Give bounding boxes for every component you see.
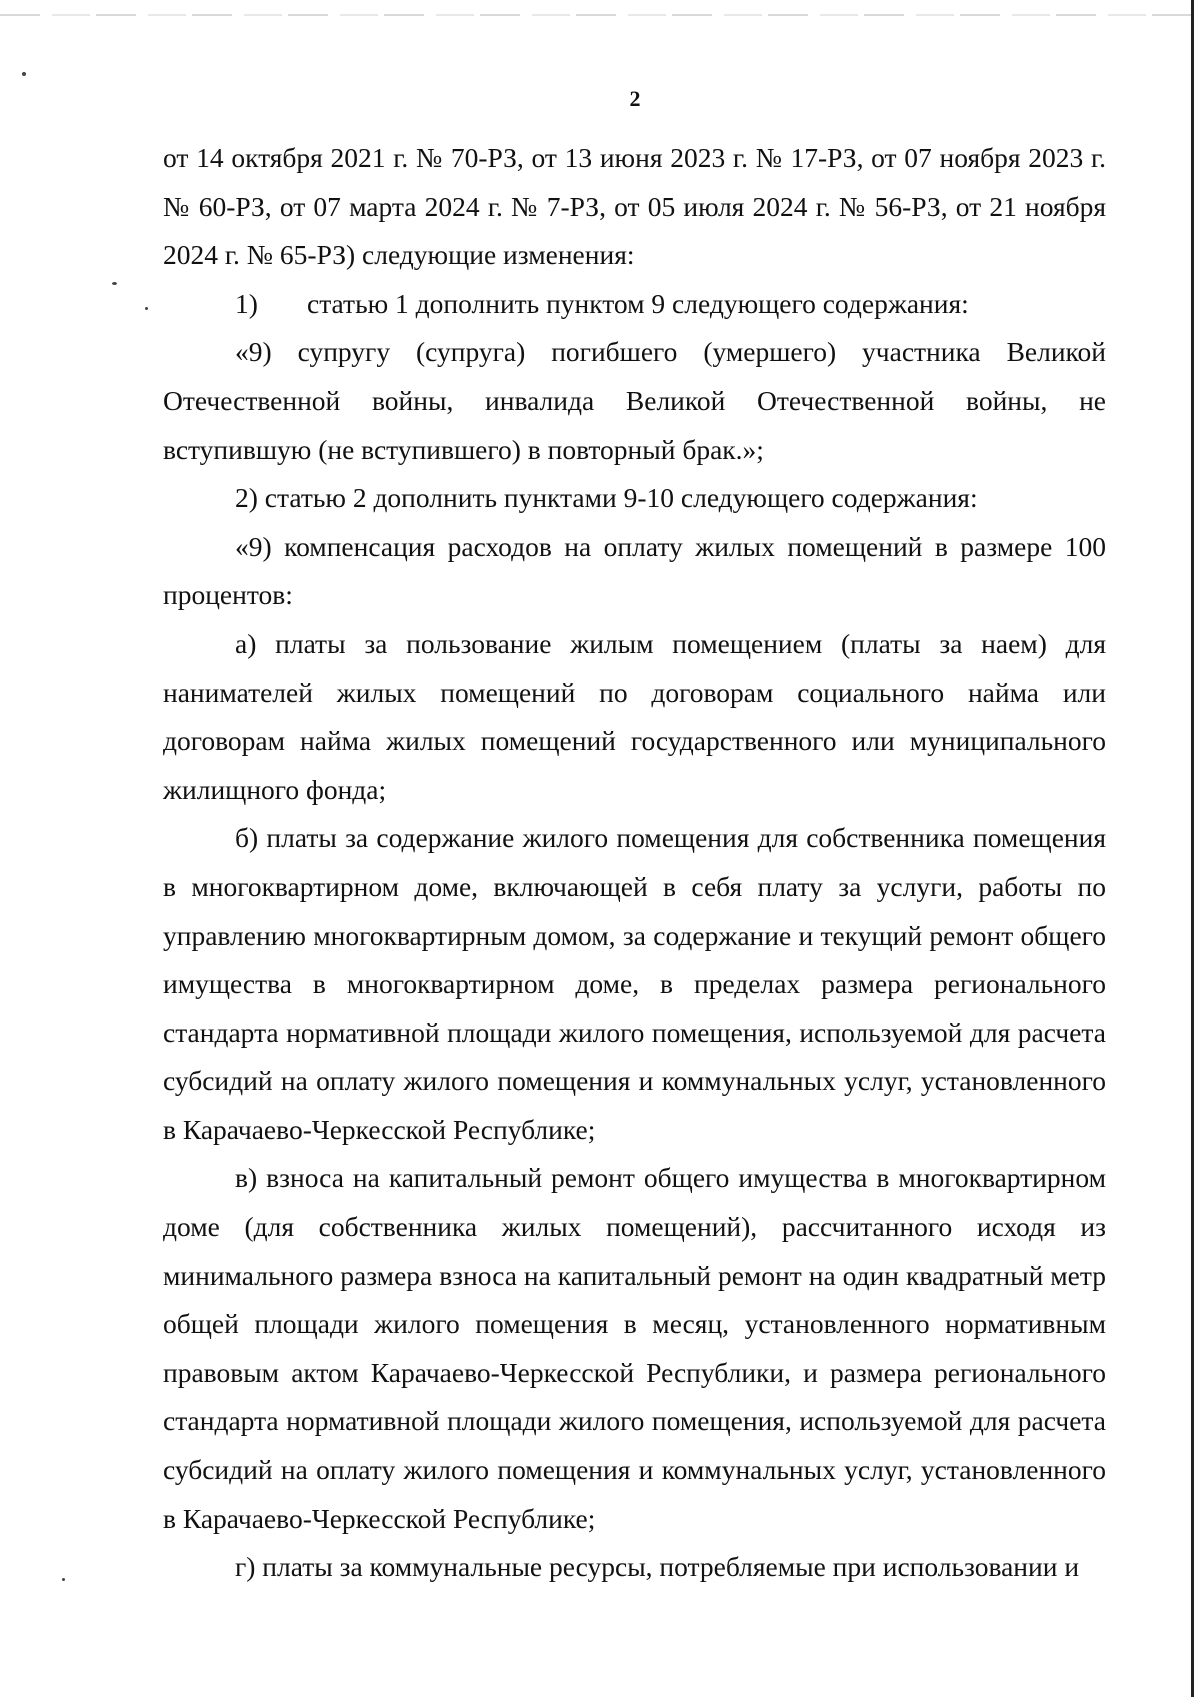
scan-speck	[62, 1578, 65, 1581]
paragraph-subpoint-g: г) платы за коммунальные ресурсы, потребляемые при использовании и	[235, 1551, 1080, 1583]
document-body	[163, 134, 1106, 1592]
paragraph-subpoint-v: в) взноса на капитальный ремонт общего имущества в многоквартирном доме (для собственника жилых помещений), рассчитанного исходя из минимального размера взноса на капитальный ремонт на один квадратный метр общей площади жилого помещения в месяц, установленного нормативным правовым актом Карачаево-Черкесской Республики, и размера регионального стандарта нормативной площади жилого помещения, используемой для расчета субсидий на оплату жилого помещения и коммунальных услуг, установленного в Карачаево-Черкесской Республике;	[163, 1162, 1106, 1534]
paragraph-amendment-list: от 14 октября 2021 г. № 70-РЗ, от 13 июня 2023 г. № 17-РЗ, от 07 ноября 2023 г. № 60-РЗ, от 07 марта 2024 г. № 7-РЗ, от 05 июля 2024 г. № 56-РЗ, от 21 ноября 2024 г. № 65-РЗ) следующие изменения:	[163, 142, 1106, 271]
paragraph-point-9-compensation: «9) компенсация расходов на оплату жилых помещений в размере 100 процентов:	[163, 530, 1106, 611]
paragraph-subpoint-a: а) платы за пользование жилым помещением (платы за наем) для нанимателей жилых помещений по договорам социального найма или договорам найма жилых помещений государственного или муниципального жилищного фонда;	[163, 627, 1106, 805]
scan-speck	[112, 282, 117, 285]
paragraph-point-9-spouse: «9) супругу (супруга) погибшего (умершего) участника Великой Отечественной войны, инвалида Великой Отечественной войны, не вступившую (не вступившего) в повторный брак.»;	[163, 336, 1106, 465]
item-number: 1)	[235, 287, 258, 319]
scan-speck	[22, 72, 26, 76]
item-text: статью 1 дополнить пунктом 9 следующего содержания:	[307, 287, 969, 319]
paragraph-subpoint-b: б) платы за содержание жилого помещения для собственника помещения в многоквартирном доме, включающей в себя плату за услуги, работы по управлению многоквартирным домом, за содержание и текущий ремонт общего имущества в многоквартирном доме, в пределах размера регионального стандарта нормативной площади жилого помещения, используемой для расчета субсидий на оплату жилого помещения и коммунальных услуг, установленного в Карачаево-Черкесской Республике;	[163, 822, 1106, 1145]
scan-border-artifact	[1191, 0, 1194, 1697]
paragraph-item-2: 2) статью 2 дополнить пунктами 9-10 следующего содержания:	[235, 482, 978, 514]
page-number: 2	[629, 86, 641, 111]
paragraph-item-1	[163, 280, 1106, 329]
scan-speck	[145, 307, 148, 310]
scan-edge-artifact	[0, 14, 1200, 16]
